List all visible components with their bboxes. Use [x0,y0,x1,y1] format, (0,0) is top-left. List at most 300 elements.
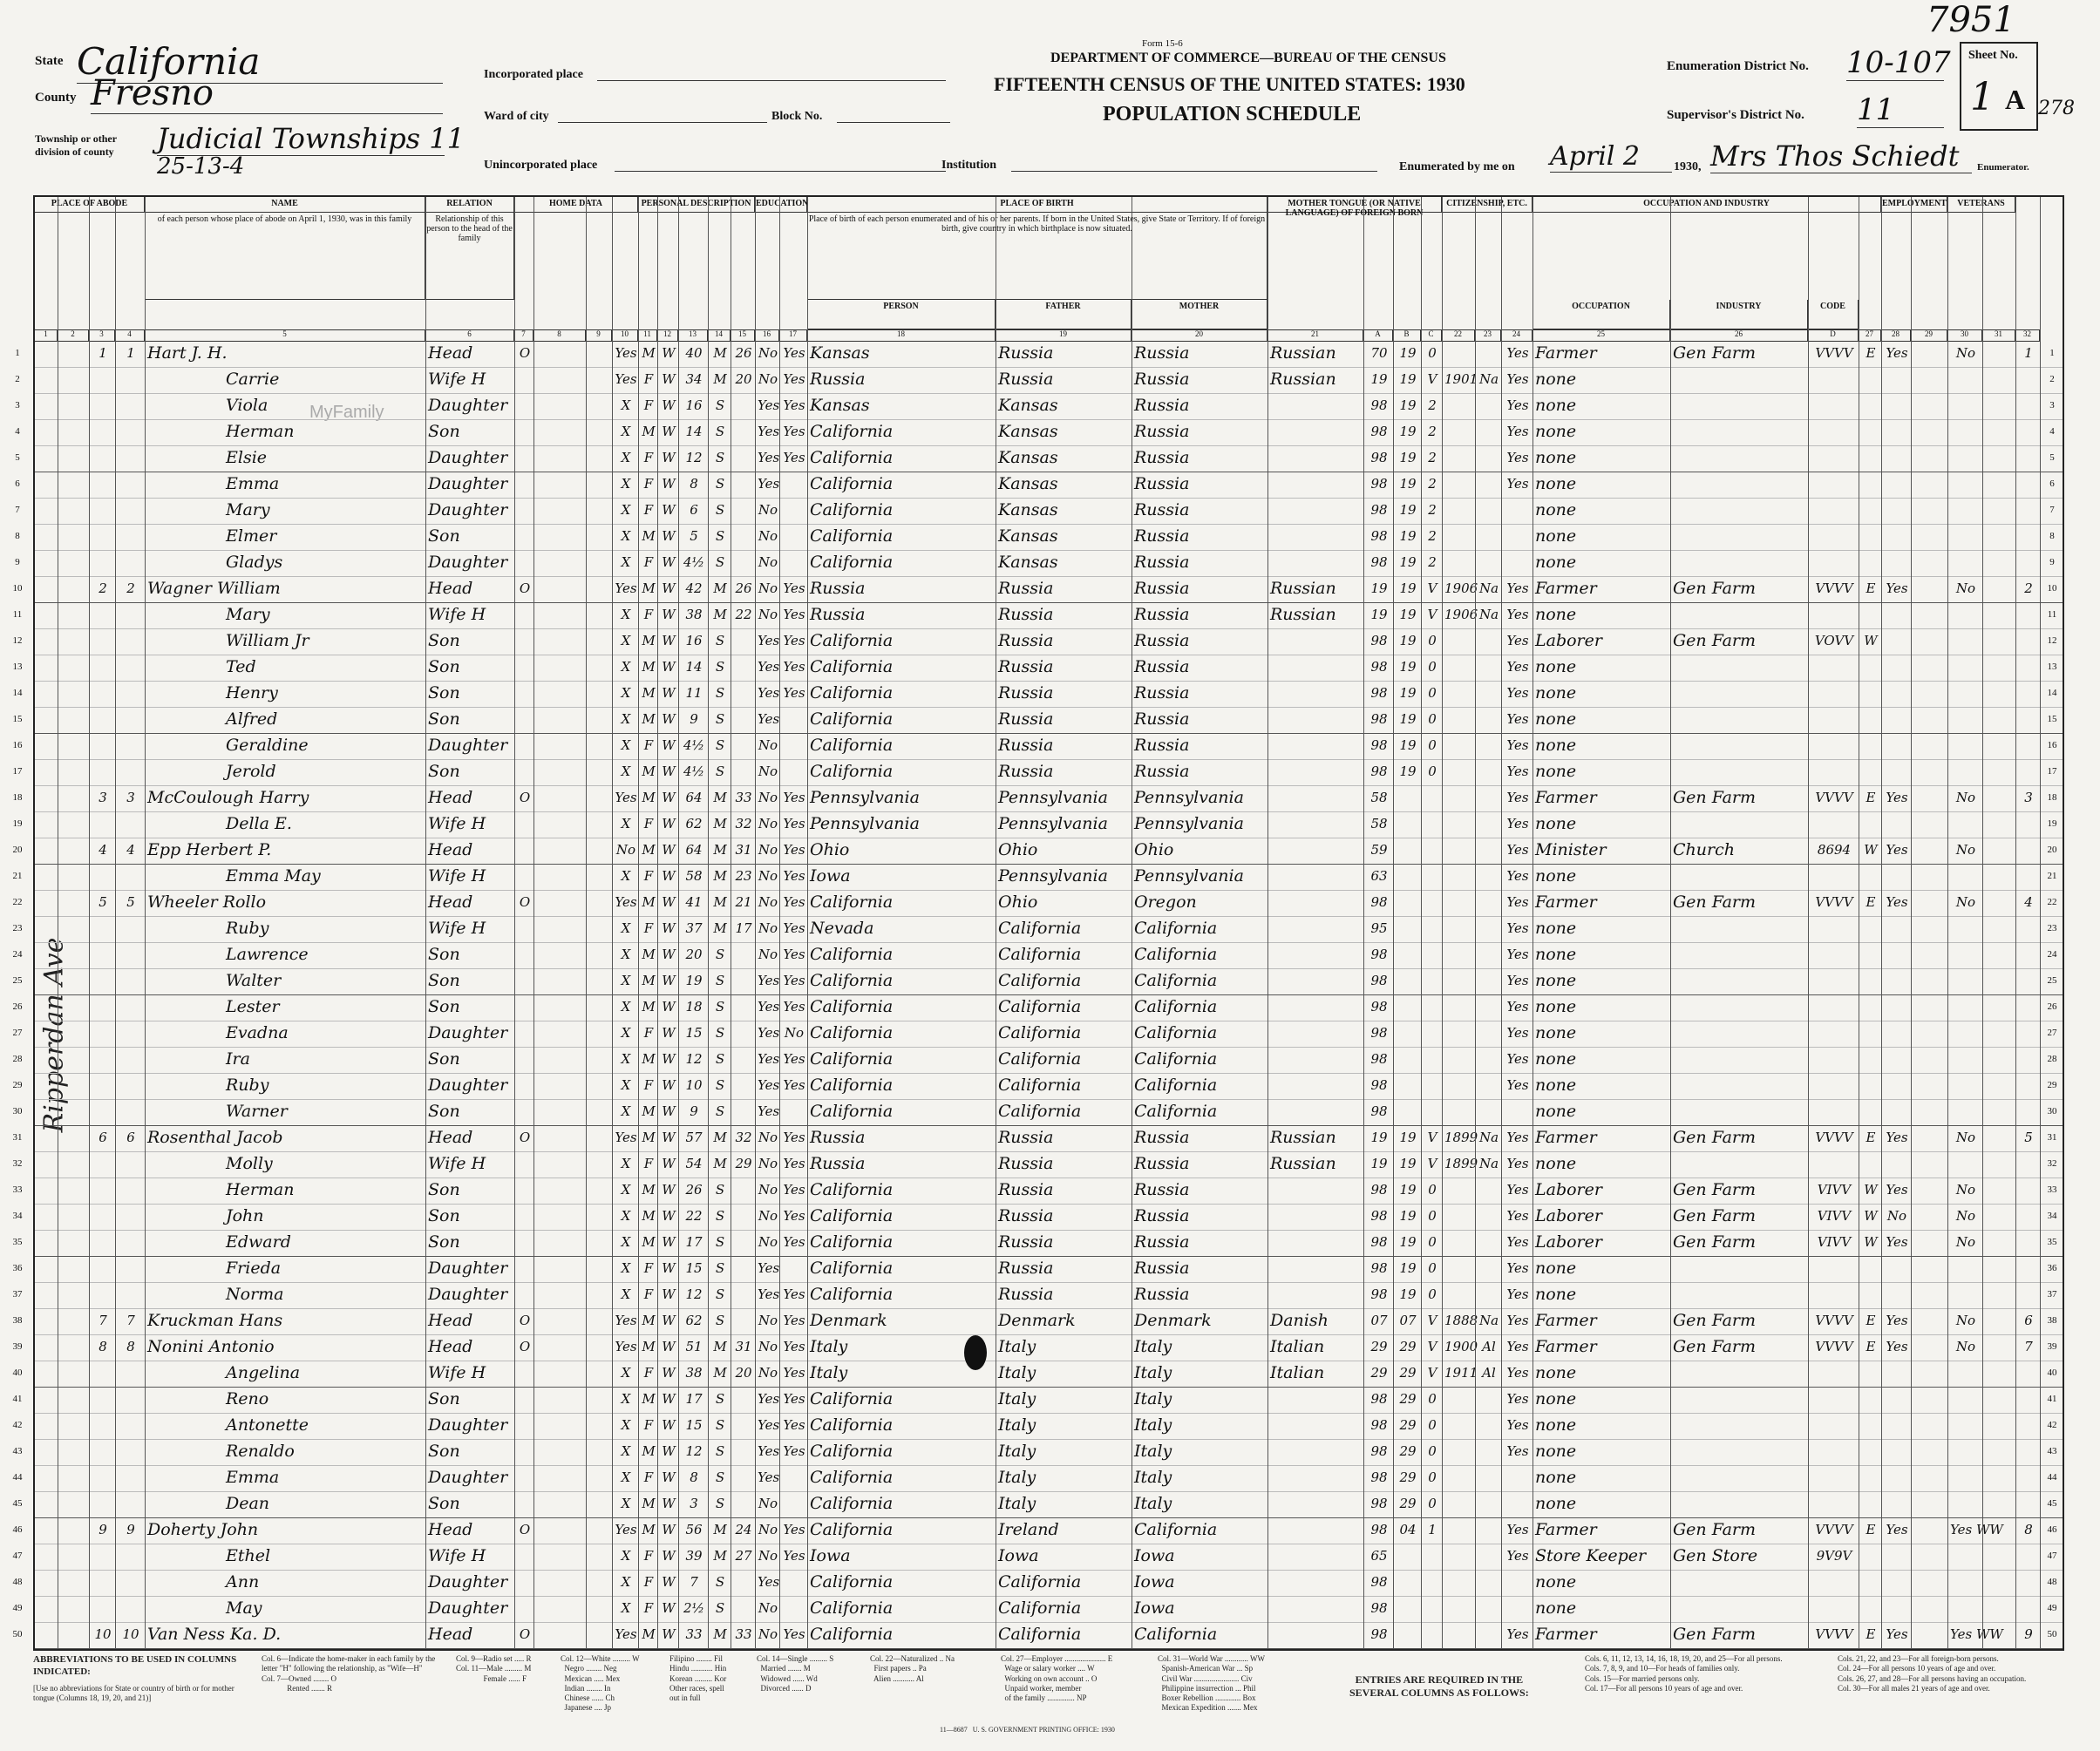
cell-tongue [1270,655,1363,678]
cell-vet [1950,446,1981,469]
cell-farmno [2018,1074,2039,1096]
line-number: 39 [2047,1341,2057,1352]
cell-dw: 9 [99,1522,107,1537]
cell-vet [1950,682,1981,704]
cell-farmno [2018,1388,2039,1410]
cell-bpm: Russia [1134,370,1190,389]
incorporated-label: Incorporated place [484,68,583,81]
cell-cA: 98 [1370,554,1388,570]
cell-agem: 27 [735,1548,752,1564]
line-number-left: 4 [15,426,20,437]
cell-cC: 0 [1428,764,1437,779]
cell-farm: X [621,764,631,779]
cell-cA: 58 [1370,816,1388,831]
line-number-left: 12 [12,635,23,646]
cell-sch: Yes [758,1286,780,1302]
cell-yr [1444,1518,1474,1541]
cell-cls: W [1864,633,1878,648]
cell-yr [1444,1597,1474,1619]
cell-sch: Yes [758,1469,780,1485]
cell-yr [1444,786,1474,809]
table-row [12,812,2063,838]
cell-farmno [2018,865,2039,887]
cell-ind [1673,368,1807,390]
cell-code: VVVV [1815,1313,1853,1328]
line-number-left: 15 [12,714,23,724]
cell-fam [118,917,144,940]
cell-occ: none [1535,945,1577,964]
cell-age: 3 [690,1496,698,1511]
cell-cC [1424,1623,1441,1646]
cell-read: Yes [783,659,805,675]
line-number: 21 [2047,871,2057,881]
cell-eng: Yes [1506,1051,1529,1067]
cell-fam [118,865,144,887]
cell-vet: No [1955,580,1976,596]
cell-fam [118,525,144,547]
cell-read: Yes [783,371,805,387]
cell-race: W [662,1156,676,1171]
cell-read: Yes [783,1051,805,1067]
line-number: 25 [2047,975,2057,986]
column-number: 30 [1947,329,1982,342]
cell-bpf: Russia [998,579,1054,598]
cell-cA: 98 [1370,1260,1388,1276]
cell-name: May [226,1598,262,1618]
cell-cA: 98 [1370,1522,1388,1537]
cell-sex: M [642,1234,656,1250]
cell-rel: Son [428,422,460,441]
cell-cA: 98 [1370,1286,1388,1302]
column-group-header: VETERANS [1947,197,2015,213]
cell-dw [92,1388,114,1410]
cell-tongue [1270,838,1363,861]
cell-vet [1950,1257,1981,1279]
cell-ind: Gen Farm [1673,1337,1757,1356]
cell-cC: 2 [1428,424,1437,439]
cell-sex: F [643,816,654,831]
cell-dw: 3 [99,790,107,805]
cell-vet [1950,1361,1981,1384]
line-number: 31 [2047,1132,2057,1143]
table-row [12,969,2063,995]
abbrev-title: ABBREVIATIONS TO BE USED IN COLUMNS INDICATED: [33,1654,237,1677]
cell-cA: 98 [1370,685,1388,701]
cell-sch: No [758,947,778,962]
line-number-left: 18 [12,792,23,803]
cell-cls: E [1866,790,1876,805]
cell-cC [1424,1048,1441,1070]
cell-agem [733,1466,754,1489]
cell-dw: 2 [99,580,107,596]
cell-vet [1950,368,1981,390]
cell-bpf: Italy [998,1442,1036,1461]
cell-cA: 59 [1370,842,1388,858]
cell-bp: California [810,1285,894,1304]
cell-bp: California [810,1468,894,1487]
cell-vet [1950,629,1981,652]
cell-fam [118,995,144,1018]
cell-cls [1861,1283,1880,1306]
cell-emp [1884,629,1910,652]
line-number: 24 [2047,949,2057,960]
column-divider [678,197,679,1649]
cell-bpf: California [998,945,1082,964]
cell-nat [1478,760,1500,783]
cell-bpf: Russia [998,683,1054,702]
cell-yr [1444,394,1474,417]
cell-bpf: California [998,971,1082,990]
cell-bp: California [810,500,894,519]
cell-vet: No [1955,1208,1976,1224]
cell-bpf: Pennsylvania [998,788,1108,807]
cell-rel: Son [428,1442,460,1461]
table-row [15,525,2063,551]
cell-cA: 98 [1370,999,1388,1015]
cell-farm: No [615,842,636,858]
line-number-left: 7 [15,505,20,515]
column-number: 11 [638,329,657,342]
cell-cB: 19 [1399,1182,1417,1198]
cell-sch: Yes [758,1574,780,1590]
table-row [12,1544,2063,1571]
cell-sch: No [758,1130,778,1145]
cell-bp: California [810,1049,894,1069]
cell-sex: M [642,1391,656,1407]
cell-nat: Na [1478,1156,1499,1171]
cell-own [517,446,533,469]
cell-emp [1884,1152,1910,1175]
cell-mar: S [715,1313,725,1328]
cell-rel: Wife H [428,370,486,389]
cell-emp: Yes [1886,1130,1908,1145]
cell-mar: S [715,685,725,701]
cell-race: W [662,1051,676,1067]
cell-yr [1444,1492,1474,1515]
cell-cls [1861,1466,1880,1489]
cell-cls [1861,1048,1880,1070]
cell-name: Ann [226,1572,260,1592]
cell-code [1811,368,1858,390]
cell-vet [1950,760,1981,783]
cell-bpf: California [998,1572,1082,1592]
cell-bpm: California [1134,971,1218,990]
line-number: 18 [2047,792,2057,803]
cell-mar: S [715,450,725,465]
cell-bp: California [810,971,894,990]
cell-code [1811,682,1858,704]
cell-nat [1478,1231,1500,1253]
cell-farmno [2018,394,2039,417]
column-number: C [1421,329,1442,342]
cell-own [517,682,533,704]
cell-code [1811,734,1858,757]
cell-occ: none [1535,736,1577,755]
cell-agem: 17 [735,920,752,936]
cell-tongue [1270,786,1363,809]
column-divider [1393,197,1394,1649]
cell-tongue [1270,917,1363,940]
cell-farm: X [621,607,631,622]
column-group-header: PERSONAL DESCRIPTION [638,197,755,213]
cell-bp: California [810,1102,894,1121]
cell-rel: Wife H [428,814,486,833]
cell-bp: California [810,1076,894,1095]
cell-fam [118,1100,144,1123]
cell-race: W [662,973,676,988]
cell-cA: 98 [1370,1077,1388,1093]
cell-tongue [1270,551,1363,573]
cell-eng: Yes [1506,999,1529,1015]
cell-bpf: Iowa [998,1546,1039,1565]
column-divider [1363,197,1364,1649]
cell-bp: Nevada [810,919,874,938]
cell-dw [92,865,114,887]
cell-cC: 0 [1428,737,1437,753]
cell-name: Frieda [226,1259,282,1278]
cell-code [1811,1100,1858,1123]
cell-bp: California [810,526,894,546]
table-row [12,1309,2063,1335]
cell-sch: Yes [758,1391,780,1407]
cell-bpf: Italy [998,1468,1036,1487]
cell-ind [1673,525,1807,547]
cell-race: W [662,1025,676,1041]
line-number: 35 [2047,1237,2057,1247]
cell-cls [1861,655,1880,678]
cell-farm: X [621,1077,631,1093]
abbrev-col22: Col. 22—Naturalized .. Na First papers .. Pa Alien ........... Al [870,1654,955,1683]
cell-nat [1478,655,1500,678]
cell-sch: No [758,345,778,361]
table-row [12,1623,2063,1649]
cell-sch: No [758,1234,778,1250]
cell-eng [1504,1100,1532,1123]
cell-dw [92,1440,114,1463]
cell-tongue [1270,943,1363,966]
cell-name: Viola [226,396,268,415]
cell-mar: M [713,868,727,884]
cell-code: VVVV [1815,1130,1853,1145]
cell-cls: E [1866,1626,1876,1642]
cell-occ: Farmer [1535,788,1597,807]
cell-farm: X [621,1600,631,1616]
cell-dw [92,1205,114,1227]
cell-read: Yes [783,1182,805,1198]
column-number: 6 [425,329,514,342]
cell-bp: California [810,631,894,650]
cell-ind [1673,446,1807,469]
cell-cA: 19 [1370,607,1388,622]
cell-own [517,1440,533,1463]
cell-sch: No [758,528,778,544]
cell-sex: F [643,1077,654,1093]
cell-age: 4½ [683,554,705,570]
cell-bpm: Ohio [1134,840,1174,859]
cell-bpf: Pennsylvania [998,866,1108,886]
cell-own [517,1205,533,1227]
cell-farm: X [621,450,631,465]
cell-eng: Yes [1506,816,1529,831]
enum-district-value: 10-107 [1846,45,1951,80]
cell-race: W [662,685,676,701]
cell-eng [1504,499,1532,521]
cell-yr [1444,891,1474,913]
cell-nat [1478,812,1500,835]
cell-age: 8 [690,1469,698,1485]
cell-own: O [519,1522,531,1537]
table-row [12,1440,2063,1466]
cell-name: Molly [226,1154,273,1173]
cell-dw [92,1544,114,1567]
cell-cls [1861,394,1880,417]
cell-cA: 98 [1370,424,1388,439]
cell-read: Yes [783,1443,805,1459]
cell-age: 62 [685,1313,703,1328]
cell-cC: 2 [1428,554,1437,570]
cell-mar: S [715,711,725,727]
cell-occ: none [1535,1468,1577,1487]
cell-bpf: Italy [998,1337,1036,1356]
department-title: DEPARTMENT OF COMMERCE—BUREAU OF THE CENSUS [1050,51,1446,65]
column-number: 15 [731,329,755,342]
cell-tongue [1270,1518,1363,1541]
cell-own [517,1544,533,1567]
cell-ind [1673,917,1807,940]
column-divider [425,197,426,1649]
cell-fam [118,682,144,704]
cell-nat [1478,1466,1500,1489]
cell-emp: Yes [1886,580,1908,596]
cell-nat [1478,1205,1500,1227]
cell-cC: 0 [1428,659,1437,675]
cell-sch: No [758,1339,778,1354]
cell-agem: 26 [735,345,752,361]
cell-bp: California [810,1598,894,1618]
cell-dw [92,420,114,443]
cell-cC: V [1427,1156,1437,1171]
cell-yr [1444,655,1474,678]
cell-emp [1884,1597,1910,1619]
cell-farmno [2018,499,2039,521]
cell-cB [1396,917,1420,940]
line-number: 44 [2047,1472,2057,1483]
cell-age: 37 [685,920,703,936]
cell-rel: Daughter [428,1076,508,1095]
cell-fam [118,1544,144,1567]
column-subheader: FATHER [996,300,1132,329]
cell-cB: 19 [1399,580,1417,596]
cell-age: 10 [685,1077,703,1093]
column-number: 4 [115,329,145,342]
line-number: 49 [2047,1603,2057,1613]
cell-sch: Yes [758,450,780,465]
enumerated-date: April 2 [1550,141,1672,173]
cell-ind [1673,995,1807,1018]
cell-emp: Yes [1886,345,1908,361]
cell-own: O [519,1130,531,1145]
cell-race: W [662,1417,676,1433]
cell-bp: Russia [810,579,866,598]
cell-occ: Farmer [1535,579,1597,598]
cell-ind: Gen Farm [1673,892,1757,912]
cell-read: Yes [783,1286,805,1302]
column-number: B [1393,329,1421,342]
cell-read [782,1571,806,1593]
cell-ind [1673,1021,1807,1044]
cell-cB [1396,1100,1420,1123]
column-number: 2 [58,329,89,342]
cell-age: 12 [685,450,703,465]
cell-sex: M [642,790,656,805]
cell-code: VIVV [1817,1182,1852,1198]
cell-tongue: Italian [1270,1363,1325,1382]
table-row [12,1048,2063,1074]
cell-agem [733,1309,754,1332]
cell-yr [1444,472,1474,495]
cell-tongue [1270,865,1363,887]
cell-name: Evadna [226,1023,289,1042]
cell-cB: 29 [1399,1365,1417,1381]
column-group-header: PLACE OF ABODE [35,197,145,213]
cell-occ: Laborer [1535,1206,1602,1225]
cell-race: W [662,999,676,1015]
cell-code: VVVV [1815,580,1853,596]
column-divider [1808,197,1809,1649]
cell-tongue [1270,629,1363,652]
cell-bpf: Russia [998,1232,1054,1252]
cell-cA: 98 [1370,1469,1388,1485]
cell-eng: Yes [1506,476,1529,492]
cell-cls [1861,969,1880,992]
cell-cC [1424,995,1441,1018]
cell-bpm: California [1134,1102,1218,1121]
cell-vet: No [1955,1130,1976,1145]
cell-sex: M [642,764,656,779]
cell-own [517,812,533,835]
cell-dw [92,1257,114,1279]
cell-nat [1478,1388,1500,1410]
cell-sex: M [642,1130,656,1145]
cell-race: W [662,397,676,413]
cell-race: W [662,345,676,361]
cell-dw [92,629,114,652]
cell-agem [733,1440,754,1463]
cell-bp: California [810,553,894,572]
cell-cC [1424,1100,1441,1123]
cell-ind [1673,1571,1807,1593]
cell-farm: X [621,737,631,753]
cell-nat [1478,394,1500,417]
cell-fam: 7 [126,1313,135,1328]
cell-mar: S [715,1077,725,1093]
cell-cls [1861,368,1880,390]
cell-age: 2½ [683,1600,705,1616]
cell-occ: none [1535,396,1577,415]
cell-cC: V [1427,607,1437,622]
cell-vet [1950,1152,1981,1175]
cell-rel: Son [428,762,460,781]
cell-emp: Yes [1886,1339,1908,1354]
cell-rel: Head [428,1337,473,1356]
line-number-left: 1 [15,348,20,358]
cell-fam [118,472,144,495]
cell-age: 34 [685,371,703,387]
cell-fam [118,708,144,730]
cell-nat [1478,1178,1500,1201]
column-divider [145,197,146,1649]
cell-age: 14 [685,659,703,675]
